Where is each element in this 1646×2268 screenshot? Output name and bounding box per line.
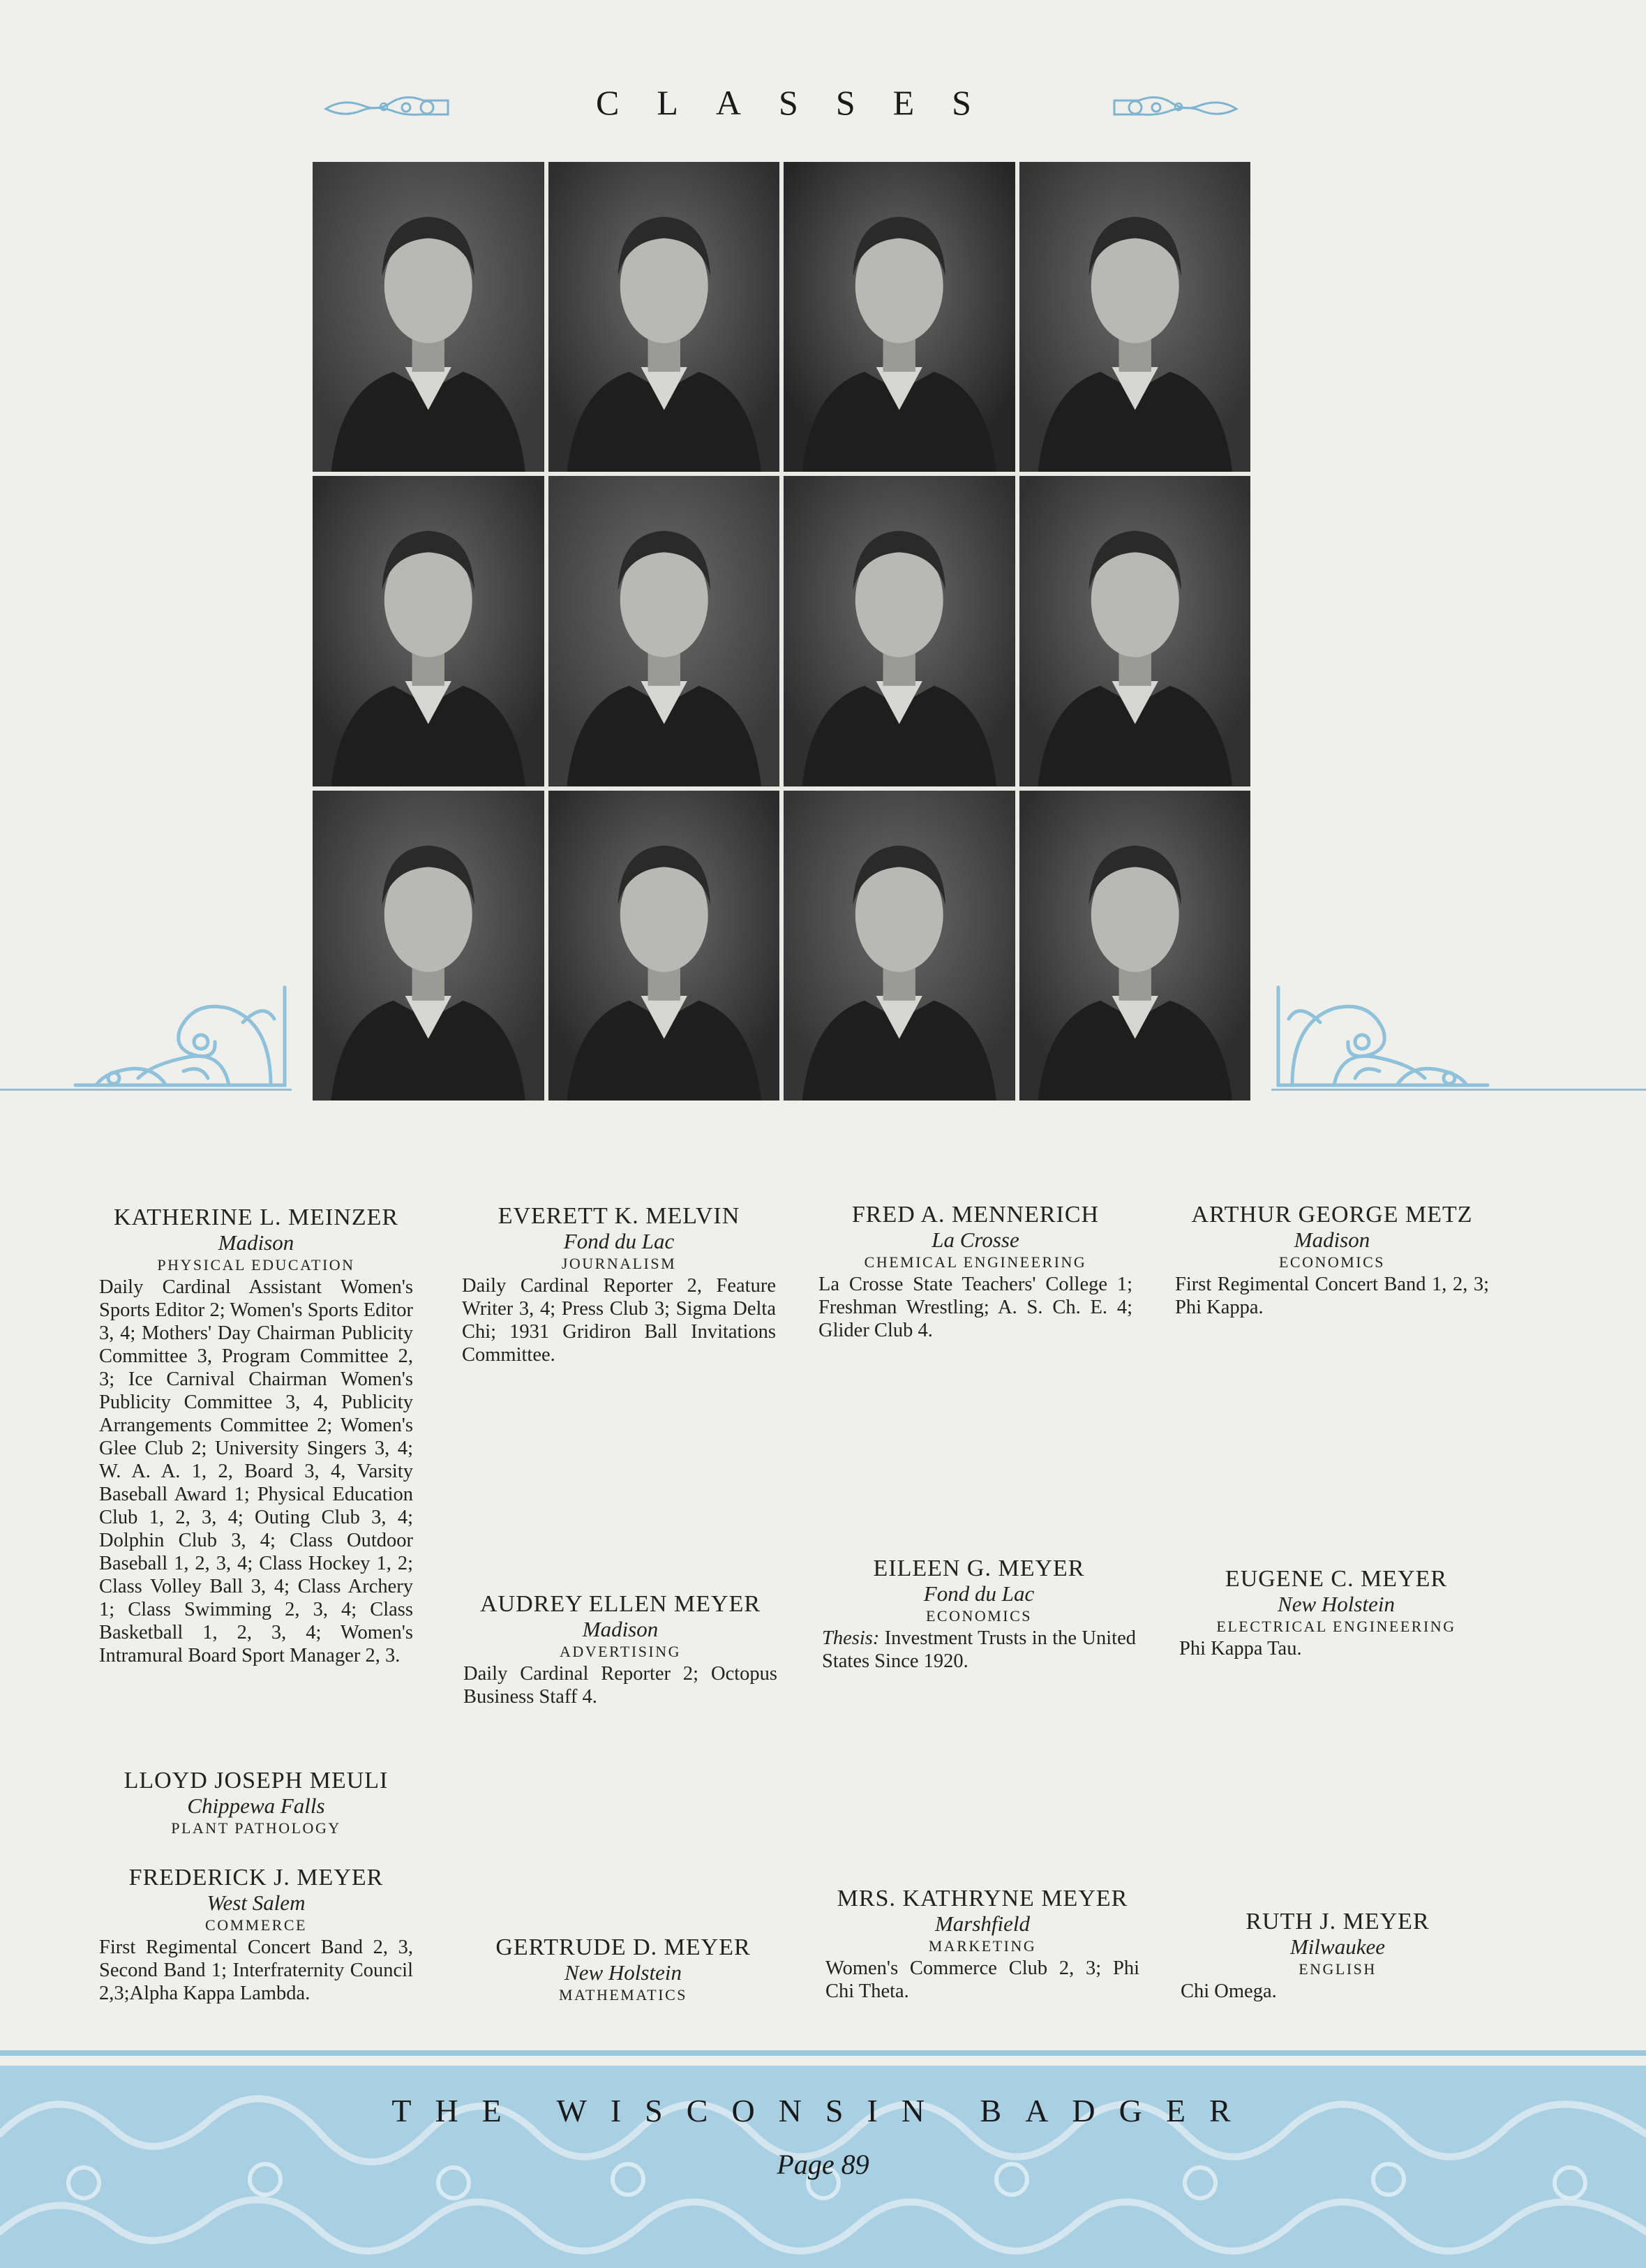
bio-name: EILEEN G. MEYER	[873, 1555, 1085, 1581]
bio-town: Fond du Lac	[923, 1581, 1035, 1606]
bio-major: ADVERTISING	[559, 1643, 682, 1660]
bio-activities: Daily Cardinal Reporter 2, Feature Writer 3, 4; Press Club 3; Sigma Delta Chi; 1931 Gridiron Ball Invitations Committee.	[462, 1275, 776, 1366]
bio-name: LLOYD JOSEPH MEULI	[124, 1768, 389, 1793]
bio-name: EUGENE C. MEYER	[1225, 1566, 1448, 1592]
bio-mennerich	[818, 1202, 1132, 1342]
page-number: Page 89	[777, 2149, 869, 2180]
right-header-ornament	[1111, 88, 1240, 121]
bio-eugene-meyer	[1179, 1566, 1493, 1660]
bio-town: La Crosse	[932, 1228, 1019, 1252]
bio-activities: Daily Cardinal Reporter 2; Octopus Business Staff 4.	[463, 1663, 777, 1708]
bio-major: PLANT PATHOLOGY	[171, 1819, 341, 1837]
bio-town: Milwaukee	[1289, 1934, 1385, 1959]
bio-major: CHEMICAL ENGINEERING	[864, 1253, 1087, 1271]
bio-town: New Holstein	[1278, 1592, 1395, 1616]
bio-activities: Daily Cardinal Assistant Women's Sports Editor 2; Women's Sports Editor 3, 4; Mothers' Day Chairman Publicity Committee 3, Program Committee 2, 3; Ice Carnival Chairman Women's Publicity Committee 3, 4, Publicity Arrangements Committee 2; Women's Glee Club 2; University Singers 3, 4; W. A. A. 1, 2, Board 3, 4, Varsity Baseball Award 1; Physical Education Club 1, 2, 3, 4; Outing Club 3, 4; Dolphin Club 3, 4; Class Outdoor Baseball 1, 2, 3, 4; Class Hockey 1, 2; Class Volley Ball 3, 4; Class Archery 1; Class Swimming 2, 3, 4; Class Basketball 1, 2, 3, 4; Women's Intramural Board Sport Manager 2, 3.	[99, 1276, 413, 1666]
page-title: CLASSES	[596, 83, 1009, 122]
bio-audrey-meyer	[463, 1591, 777, 1708]
bio-major: JOURNALISM	[561, 1255, 677, 1272]
bio-name: MRS. KATHRYNE MEYER	[837, 1886, 1128, 1911]
photo-lloyd-meuli	[313, 476, 544, 786]
bio-ruth-meyer	[1181, 1909, 1495, 2003]
bio-name: AUDREY ELLEN MEYER	[479, 1591, 761, 1617]
bio-activities: First Regimental Concert Band 2, 3, Second Band 1; Interfraternity Council 2,3;Alpha Kappa Lambda.	[99, 1937, 413, 2004]
right-scroll-ornament	[1271, 980, 1502, 1092]
bio-activities: La Crosse State Teachers' College 1; Freshman Wrestling; A. S. Ch. E. 4; Glider Club 4.	[818, 1274, 1132, 1341]
bio-town: Madison	[218, 1230, 294, 1255]
photo-eugene-meyer	[1019, 476, 1251, 786]
photo-gertrude-meyer	[548, 791, 780, 1101]
left-scroll-ornament	[61, 980, 292, 1092]
thesis-label: Thesis:	[822, 1627, 880, 1649]
bio-activities: Women's Commerce Club 2, 3; Phi Chi Theta.	[825, 1957, 1139, 2002]
bio-major: MARKETING	[928, 1937, 1037, 1955]
photo-eileen-meyer	[784, 476, 1015, 786]
bio-metz	[1175, 1202, 1489, 1319]
bio-major: PHYSICAL EDUCATION	[157, 1256, 355, 1274]
bio-name: RUTH J. MEYER	[1245, 1909, 1430, 1934]
bio-major: MATHEMATICS	[559, 1986, 687, 2004]
photo-kathryne-meyer	[784, 791, 1015, 1101]
photo-everett-melvin	[548, 162, 780, 472]
left-header-ornament	[322, 88, 451, 121]
thesis-title: Investment Trusts in the United States Since 1920.	[822, 1627, 1136, 1672]
bio-melvin	[462, 1203, 776, 1366]
photo-arthur-metz	[1019, 162, 1251, 472]
bio-meinzer	[99, 1204, 413, 1667]
photo-katherine-meinzer	[313, 162, 544, 472]
photo-audrey-meyer	[548, 476, 780, 786]
bio-name: GERTRUDE D. MEYER	[495, 1934, 751, 1960]
bio-major: ELECTRICAL ENGINEERING	[1216, 1618, 1456, 1635]
portrait-grid	[313, 162, 1250, 1101]
page-header	[0, 82, 1646, 131]
bio-major: ENGLISH	[1299, 1960, 1377, 1978]
bio-gertrude-meyer	[466, 1934, 780, 2006]
page-footer	[0, 2050, 1646, 2268]
bio-kathryne-meyer	[825, 1886, 1139, 2003]
bio-meuli	[99, 1768, 413, 1839]
bio-town: Marshfield	[934, 1911, 1031, 1936]
publication-title: THE WISCONSIN BADGER	[391, 2093, 1255, 2128]
photo-ruth-meyer	[1019, 791, 1251, 1101]
bio-town: Chippewa Falls	[187, 1793, 325, 1818]
bio-activities: First Regimental Concert Band 1, 2, 3; Phi Kappa.	[1175, 1274, 1489, 1318]
bio-thesis	[822, 1627, 1136, 1673]
bio-name: ARTHUR GEORGE METZ	[1191, 1202, 1473, 1228]
photo-frederick-meyer	[313, 791, 544, 1101]
bio-activities: Chi Omega.	[1181, 1980, 1277, 2002]
bio-major: COMMERCE	[205, 1916, 307, 1934]
bio-town: West Salem	[207, 1890, 306, 1915]
bio-town: New Holstein	[564, 1960, 682, 1985]
bio-town: Fond du Lac	[563, 1229, 675, 1253]
bio-name: FREDERICK J. MEYER	[128, 1865, 384, 1890]
bio-frederick-meyer	[99, 1865, 413, 2005]
bio-name: EVERETT K. MELVIN	[497, 1203, 740, 1229]
bio-town: Madison	[582, 1617, 659, 1641]
photo-fred-mennerich	[784, 162, 1015, 472]
bio-town: Madison	[1294, 1228, 1370, 1252]
bio-eileen-meyer	[822, 1555, 1136, 1673]
bio-name: FRED A. MENNERICH	[851, 1202, 1100, 1228]
bio-major: ECONOMICS	[1278, 1253, 1386, 1271]
bio-activities: Phi Kappa Tau.	[1179, 1638, 1302, 1659]
bio-major: ECONOMICS	[925, 1607, 1033, 1625]
bio-name: KATHERINE L. MEINZER	[113, 1204, 399, 1230]
